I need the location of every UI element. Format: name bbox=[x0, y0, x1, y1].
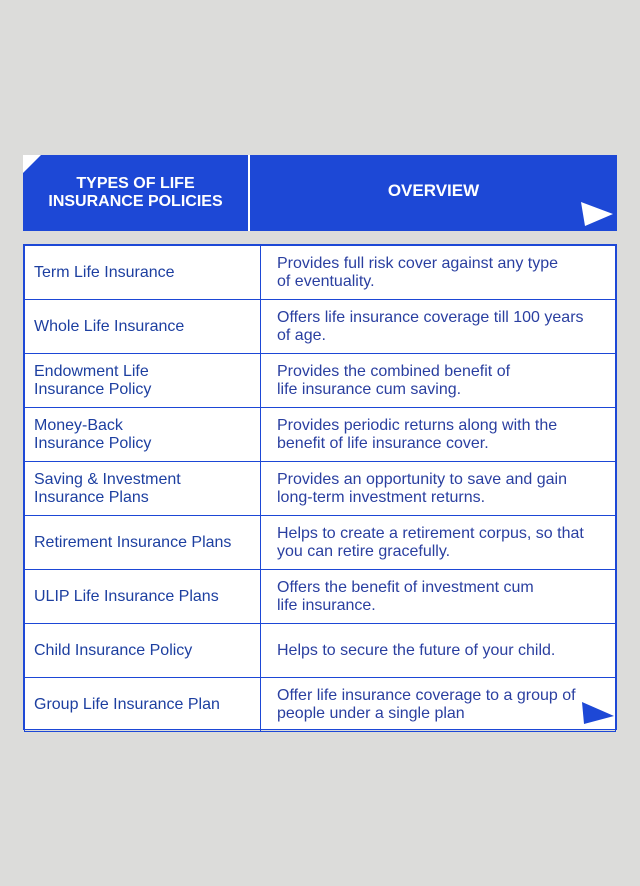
overview-text: people under a single plan bbox=[277, 704, 465, 722]
policy-type-text: Insurance Plans bbox=[34, 488, 149, 506]
policy-type-text: Term Life Insurance bbox=[34, 263, 175, 281]
header-types-line1: TYPES OF LIFE bbox=[76, 175, 195, 192]
table-row bbox=[25, 462, 616, 516]
table-row bbox=[25, 624, 616, 678]
table-row bbox=[25, 516, 616, 570]
flag-icon bbox=[580, 700, 616, 728]
overview-text: Provides the combined benefit of bbox=[277, 362, 511, 380]
flag-icon bbox=[579, 200, 615, 228]
policy-type-text: ULIP Life Insurance Plans bbox=[34, 587, 219, 605]
policy-type-cell bbox=[25, 570, 261, 624]
table-row bbox=[25, 570, 616, 624]
overview-text: benefit of life insurance cover. bbox=[277, 434, 489, 452]
policy-type-cell bbox=[25, 516, 261, 570]
corner-fold-decoration bbox=[23, 155, 41, 173]
header-overview: OVERVIEW bbox=[387, 181, 480, 200]
overview-text: long-term investment returns. bbox=[277, 488, 486, 506]
overview-cell bbox=[261, 246, 616, 300]
overview-text: Provides periodic returns along with the bbox=[277, 416, 558, 434]
policy-type-text: Endowment Life bbox=[34, 362, 149, 380]
overview-cell bbox=[261, 624, 616, 678]
header-types-of-policies bbox=[23, 155, 250, 231]
policy-type-text: Retirement Insurance Plans bbox=[34, 533, 232, 551]
header-types-line2: INSURANCE POLICIES bbox=[48, 193, 223, 210]
overview-cell bbox=[261, 678, 616, 732]
policy-type-text: Saving & Investment bbox=[34, 470, 181, 488]
policy-type-text: Child Insurance Policy bbox=[34, 641, 193, 659]
policy-type-text: Insurance Policy bbox=[34, 380, 152, 398]
table-row bbox=[25, 408, 616, 462]
table-header bbox=[23, 155, 617, 231]
overview-text: Provides an opportunity to save and gain bbox=[277, 470, 567, 488]
table-row bbox=[25, 300, 616, 354]
overview-cell bbox=[261, 516, 616, 570]
overview-text: of eventuality. bbox=[277, 272, 375, 290]
overview-cell bbox=[261, 462, 616, 516]
table-row bbox=[25, 678, 616, 732]
overview-text: Offers life insurance coverage till 100 years bbox=[277, 308, 584, 326]
policy-type-cell bbox=[25, 354, 261, 408]
policy-type-text: Group Life Insurance Plan bbox=[34, 695, 220, 713]
insurance-table bbox=[23, 244, 617, 730]
policy-type-text: Insurance Policy bbox=[34, 434, 152, 452]
overview-text: Provides full risk cover against any type bbox=[277, 254, 559, 272]
overview-text: life insurance. bbox=[277, 596, 376, 614]
policy-type-text: Whole Life Insurance bbox=[34, 317, 185, 335]
policy-type-cell bbox=[25, 408, 261, 462]
overview-text: of age. bbox=[277, 326, 326, 344]
policy-type-cell bbox=[25, 300, 261, 354]
overview-cell bbox=[261, 300, 616, 354]
overview-text: you can retire gracefully. bbox=[277, 542, 451, 560]
overview-cell bbox=[261, 354, 616, 408]
overview-text: Helps to create a retirement corpus, so that bbox=[277, 524, 584, 542]
policy-type-cell bbox=[25, 246, 261, 300]
overview-cell bbox=[261, 570, 616, 624]
table-row bbox=[25, 246, 616, 300]
overview-cell bbox=[261, 408, 616, 462]
policy-type-cell bbox=[25, 624, 261, 678]
overview-text: Offer life insurance coverage to a group of bbox=[277, 686, 576, 704]
policy-type-cell bbox=[25, 462, 261, 516]
overview-text: Helps to secure the future of your child. bbox=[277, 641, 556, 659]
table-body bbox=[25, 246, 616, 732]
policy-type-text: Money-Back bbox=[34, 416, 123, 434]
policy-type-cell bbox=[25, 678, 261, 732]
overview-text: life insurance cum saving. bbox=[277, 380, 462, 398]
overview-text: Offers the benefit of investment cum bbox=[277, 578, 534, 596]
table-row bbox=[25, 354, 616, 408]
